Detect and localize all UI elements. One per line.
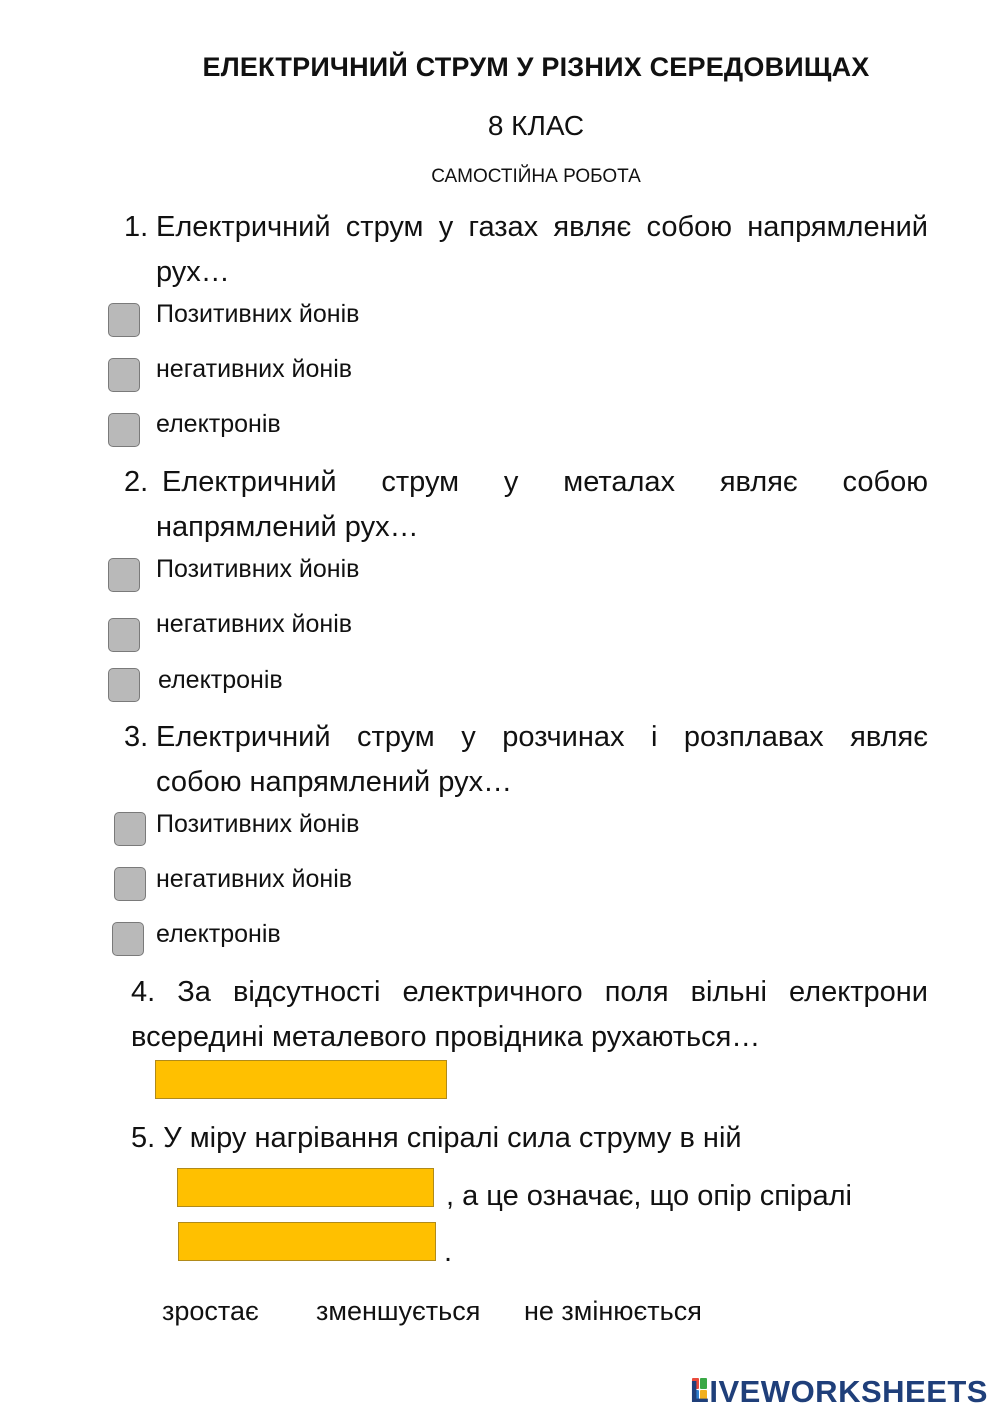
question-2-number: 2. xyxy=(124,466,149,498)
question-4-text-line-2: всередині металевого провідника рухаються… xyxy=(131,1021,761,1053)
question-5-text-line-1: 5. У міру нагрівання спіралі сила струму в ній xyxy=(131,1122,742,1154)
q1-option-3-label: електронів xyxy=(156,410,281,438)
q2-option-1-label: Позитивних йонів xyxy=(156,555,360,583)
question-1-text-line-2: рух… xyxy=(156,256,230,288)
q3-option-1-label: Позитивних йонів xyxy=(156,810,360,838)
q3-option-1-checkbox[interactable] xyxy=(114,812,146,846)
q1-option-3-checkbox[interactable] xyxy=(108,413,140,447)
q1-option-1-label: Позитивних йонів xyxy=(156,300,360,328)
question-4-text-line-1: 4. За відсутності електричного поля вільні електрони xyxy=(131,976,928,1008)
question-3-text-line-1: Електричний струм у розчинах і розплавах являє xyxy=(156,721,928,753)
q2-option-2-checkbox[interactable] xyxy=(108,618,140,652)
worksheet-subtitle: САМОСТІЙНА РОБОТА xyxy=(431,166,641,187)
q2-option-1-checkbox[interactable] xyxy=(108,558,140,592)
q1-option-1-checkbox[interactable] xyxy=(108,303,140,337)
q3-option-2-checkbox[interactable] xyxy=(114,867,146,901)
worksheet-title: ЕЛЕКТРИЧНИЙ СТРУМ У РІЗНИХ СЕРЕДОВИЩАХ xyxy=(202,52,870,82)
word-bank-item-decreases[interactable]: зменшується xyxy=(316,1296,481,1326)
q3-option-3-checkbox[interactable] xyxy=(112,922,144,956)
q1-option-2-label: негативних йонів xyxy=(156,355,353,383)
word-bank-item-unchanged[interactable]: не змінюється xyxy=(524,1296,702,1326)
q3-option-3-label: електронів xyxy=(156,920,281,948)
question-2-text-line-1: Електричний струм у металах являє собою xyxy=(162,466,928,498)
question-3-text-line-2: собою напрямлений рух… xyxy=(156,766,513,798)
q2-option-3-checkbox[interactable] xyxy=(108,668,140,702)
q3-option-2-label: негативних йонів xyxy=(156,865,353,893)
word-bank-item-increases[interactable]: зростає xyxy=(162,1296,259,1326)
question-4-answer-input[interactable] xyxy=(155,1060,447,1099)
grade-label: 8 КЛАС xyxy=(487,110,585,141)
q2-option-3-label: електронів xyxy=(158,666,283,694)
q2-option-2-label: негативних йонів xyxy=(156,610,353,638)
question-5-answer-input-1[interactable] xyxy=(177,1168,434,1207)
question-1-number: 1. xyxy=(124,211,149,243)
question-5-answer-input-2[interactable] xyxy=(178,1222,436,1261)
question-2-text-line-2: напрямлений рух… xyxy=(156,511,419,543)
question-1-text-line-1: Електричний струм у газах являє собою напрямлений xyxy=(156,211,928,243)
question-5-text-after-box-2: . xyxy=(444,1236,453,1268)
q1-option-2-checkbox[interactable] xyxy=(108,358,140,392)
question-5-text-after-box-1: , а це означає, що опір спіралі xyxy=(446,1180,852,1212)
liveworksheets-logo-text: LIVEWORKSHEETS xyxy=(689,1374,988,1409)
question-3-number: 3. xyxy=(124,721,149,753)
